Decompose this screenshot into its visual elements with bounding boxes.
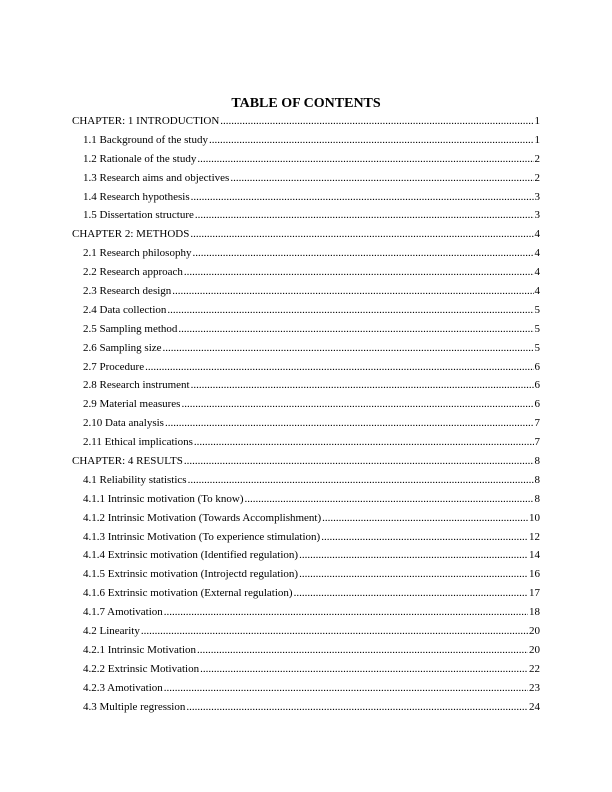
toc-entry[interactable] (72, 509, 540, 528)
toc-entry[interactable] (72, 414, 540, 433)
toc-page-number: 20 (529, 625, 540, 638)
toc-entry[interactable] (72, 244, 540, 263)
toc-page-number: 5 (534, 303, 540, 316)
toc-entry-text: 2.3 Research design (83, 285, 172, 298)
toc-page-number: 7 (534, 436, 540, 449)
toc-entry[interactable] (72, 546, 540, 565)
toc-page-number: 4 (534, 266, 540, 279)
toc-entry-text: 2.1 Research philosophy (83, 247, 192, 260)
toc-page-number: 17 (529, 587, 540, 600)
toc-entry[interactable] (72, 358, 540, 377)
toc-entry[interactable] (72, 169, 540, 188)
toc-page-number: 18 (529, 606, 540, 619)
toc-entry[interactable] (72, 698, 540, 717)
toc-entry-text: 4.1.1 Intrinsic motivation (To know) (83, 492, 244, 505)
toc-page-number: 1 (534, 115, 540, 127)
dot-leader (322, 509, 528, 528)
toc-entry-text: 2.2 Research approach (83, 266, 183, 279)
dot-leader (191, 376, 534, 395)
toc-page-number: 5 (534, 322, 540, 335)
dot-leader (299, 565, 528, 584)
toc-entry[interactable] (72, 263, 540, 282)
toc-entry-text: 2.10 Data analysis (83, 417, 164, 430)
dot-leader (245, 490, 534, 509)
toc-entry-text: 4.1.5 Extrinsic motivation (Introjectd regulation) (83, 568, 299, 581)
toc-entry[interactable] (72, 301, 540, 320)
toc-entry-text: 1.2 Rationale of the study (83, 152, 197, 165)
toc-entry-text: 4.2.2 Extrinsic Motivation (83, 662, 200, 675)
toc-entry-text: 4.1 Reliability statistics (83, 473, 187, 486)
toc-page-number: 4 (534, 247, 540, 260)
toc-page-number: 16 (529, 568, 540, 581)
toc-page-number: 4 (534, 285, 540, 298)
dot-leader (141, 622, 528, 641)
dot-leader (197, 150, 533, 169)
toc-entry[interactable] (72, 660, 540, 679)
dot-leader (299, 546, 528, 565)
toc-entry[interactable] (72, 112, 540, 131)
toc-page-number: 5 (534, 341, 540, 354)
toc-page-number: 8 (534, 455, 540, 468)
toc-page-number: 6 (534, 398, 540, 411)
toc-entry[interactable] (72, 433, 540, 452)
toc-entry-text: 2.9 Material measures (83, 398, 181, 411)
toc-entry[interactable] (72, 339, 540, 358)
toc-entry-text: 1.1 Background of the study (83, 133, 208, 146)
toc-entry-text: 2.11 Ethical implications (83, 436, 193, 449)
dot-leader (194, 433, 534, 452)
toc-entry[interactable] (72, 395, 540, 414)
toc-entry[interactable] (72, 641, 540, 660)
toc-page-number: 7 (534, 417, 540, 430)
dot-leader (181, 395, 533, 414)
toc-entry[interactable] (72, 452, 540, 471)
toc-entry[interactable] (72, 376, 540, 395)
toc-entry[interactable] (72, 131, 540, 150)
dot-leader (186, 698, 528, 717)
toc-page-number: 23 (529, 681, 540, 694)
toc-page-number: 6 (534, 379, 540, 392)
dot-leader (209, 131, 534, 150)
toc-entry-text: CHAPTER: 1 INTRODUCTION (72, 115, 220, 127)
dot-leader (197, 641, 528, 660)
toc-entry[interactable] (72, 603, 540, 622)
toc-page-number: 20 (529, 643, 540, 656)
dot-leader (164, 679, 528, 698)
toc-entry[interactable] (72, 282, 540, 301)
toc-entry[interactable] (72, 679, 540, 698)
dot-leader (220, 112, 533, 131)
dot-leader (165, 414, 534, 433)
dot-leader (178, 320, 533, 339)
dot-leader (184, 452, 534, 471)
toc-page-number: 6 (534, 360, 540, 373)
dot-leader (294, 584, 528, 603)
toc-entry-text: 4.1.6 Extrinsic motivation (External regulation) (83, 587, 293, 600)
toc-entry[interactable] (72, 528, 540, 547)
toc-page-number: 1 (534, 133, 540, 146)
toc-page-number: 24 (529, 700, 540, 713)
toc-entry-text: CHAPTER 2: METHODS (72, 228, 190, 241)
toc-page-number: 3 (534, 190, 540, 203)
toc-list (72, 112, 540, 717)
toc-page-number: 2 (534, 171, 540, 184)
dot-leader (163, 339, 534, 358)
toc-page-number: 8 (534, 473, 540, 486)
dot-leader (191, 188, 534, 207)
toc-entry-text: 4.1.3 Intrinsic Motivation (To experience stimulation) (83, 530, 321, 543)
toc-entry-text: 2.5 Sampling method (83, 322, 178, 335)
toc-page-number: 12 (529, 530, 540, 543)
toc-page-number: 3 (534, 209, 540, 222)
dot-leader (321, 528, 528, 547)
toc-entry-text: 4.2.1 Intrinsic Motivation (83, 643, 197, 656)
dot-leader (164, 603, 528, 622)
toc-page-number: 8 (534, 492, 540, 505)
toc-entry-text: 4.1.4 Extrinsic motivation (Identified regulation) (83, 549, 299, 562)
toc-entry[interactable] (72, 206, 540, 225)
toc-title: TABLE OF CONTENTS (231, 96, 381, 111)
toc-entry-text: 2.7 Procedure (83, 360, 145, 373)
dot-leader (195, 206, 534, 225)
toc-entry[interactable] (72, 565, 540, 584)
toc-entry[interactable] (72, 188, 540, 207)
dot-leader (188, 471, 534, 490)
toc-entry-text: 4.3 Multiple regression (83, 700, 186, 713)
dot-leader (145, 358, 533, 377)
toc-entry-text: 2.4 Data collection (83, 303, 167, 316)
dot-leader (192, 244, 533, 263)
dot-leader (190, 225, 533, 244)
dot-leader (167, 301, 533, 320)
toc-entry-text: 4.2.3 Amotivation (83, 681, 163, 694)
toc-entry-text: CHAPTER: 4 RESULTS (72, 455, 183, 468)
toc-entry[interactable] (72, 225, 540, 244)
toc-entry-text: 1.3 Research aims and objectives (83, 171, 230, 184)
toc-entry[interactable] (72, 471, 540, 490)
toc-entry-text: 4.1.2 Intrinsic Motivation (Towards Accomplishment) (83, 511, 322, 524)
toc-entry[interactable] (72, 320, 540, 339)
dot-leader (200, 660, 528, 679)
toc-entry[interactable] (72, 490, 540, 509)
toc-page-number: 22 (529, 662, 540, 675)
dot-leader (172, 282, 533, 301)
toc-entry-text: 1.4 Research hypothesis (83, 190, 190, 203)
toc-entry-text: 1.5 Dissertation structure (83, 209, 194, 222)
toc-entry-text: 4.2 Linearity (83, 625, 140, 638)
toc-page-number: 14 (529, 549, 540, 562)
dot-leader (230, 169, 533, 188)
toc-entry[interactable] (72, 584, 540, 603)
toc-page-number: 4 (534, 228, 540, 241)
toc-entry-text: 4.1.7 Amotivation (83, 606, 163, 619)
toc-entry-text: 2.6 Sampling size (83, 341, 162, 354)
toc-entry[interactable] (72, 150, 540, 169)
toc-entry-text: 2.8 Research instrument (83, 379, 190, 392)
toc-page-number: 10 (529, 511, 540, 524)
dot-leader (184, 263, 534, 282)
toc-entry[interactable] (72, 622, 540, 641)
toc-page-number: 2 (534, 152, 540, 165)
